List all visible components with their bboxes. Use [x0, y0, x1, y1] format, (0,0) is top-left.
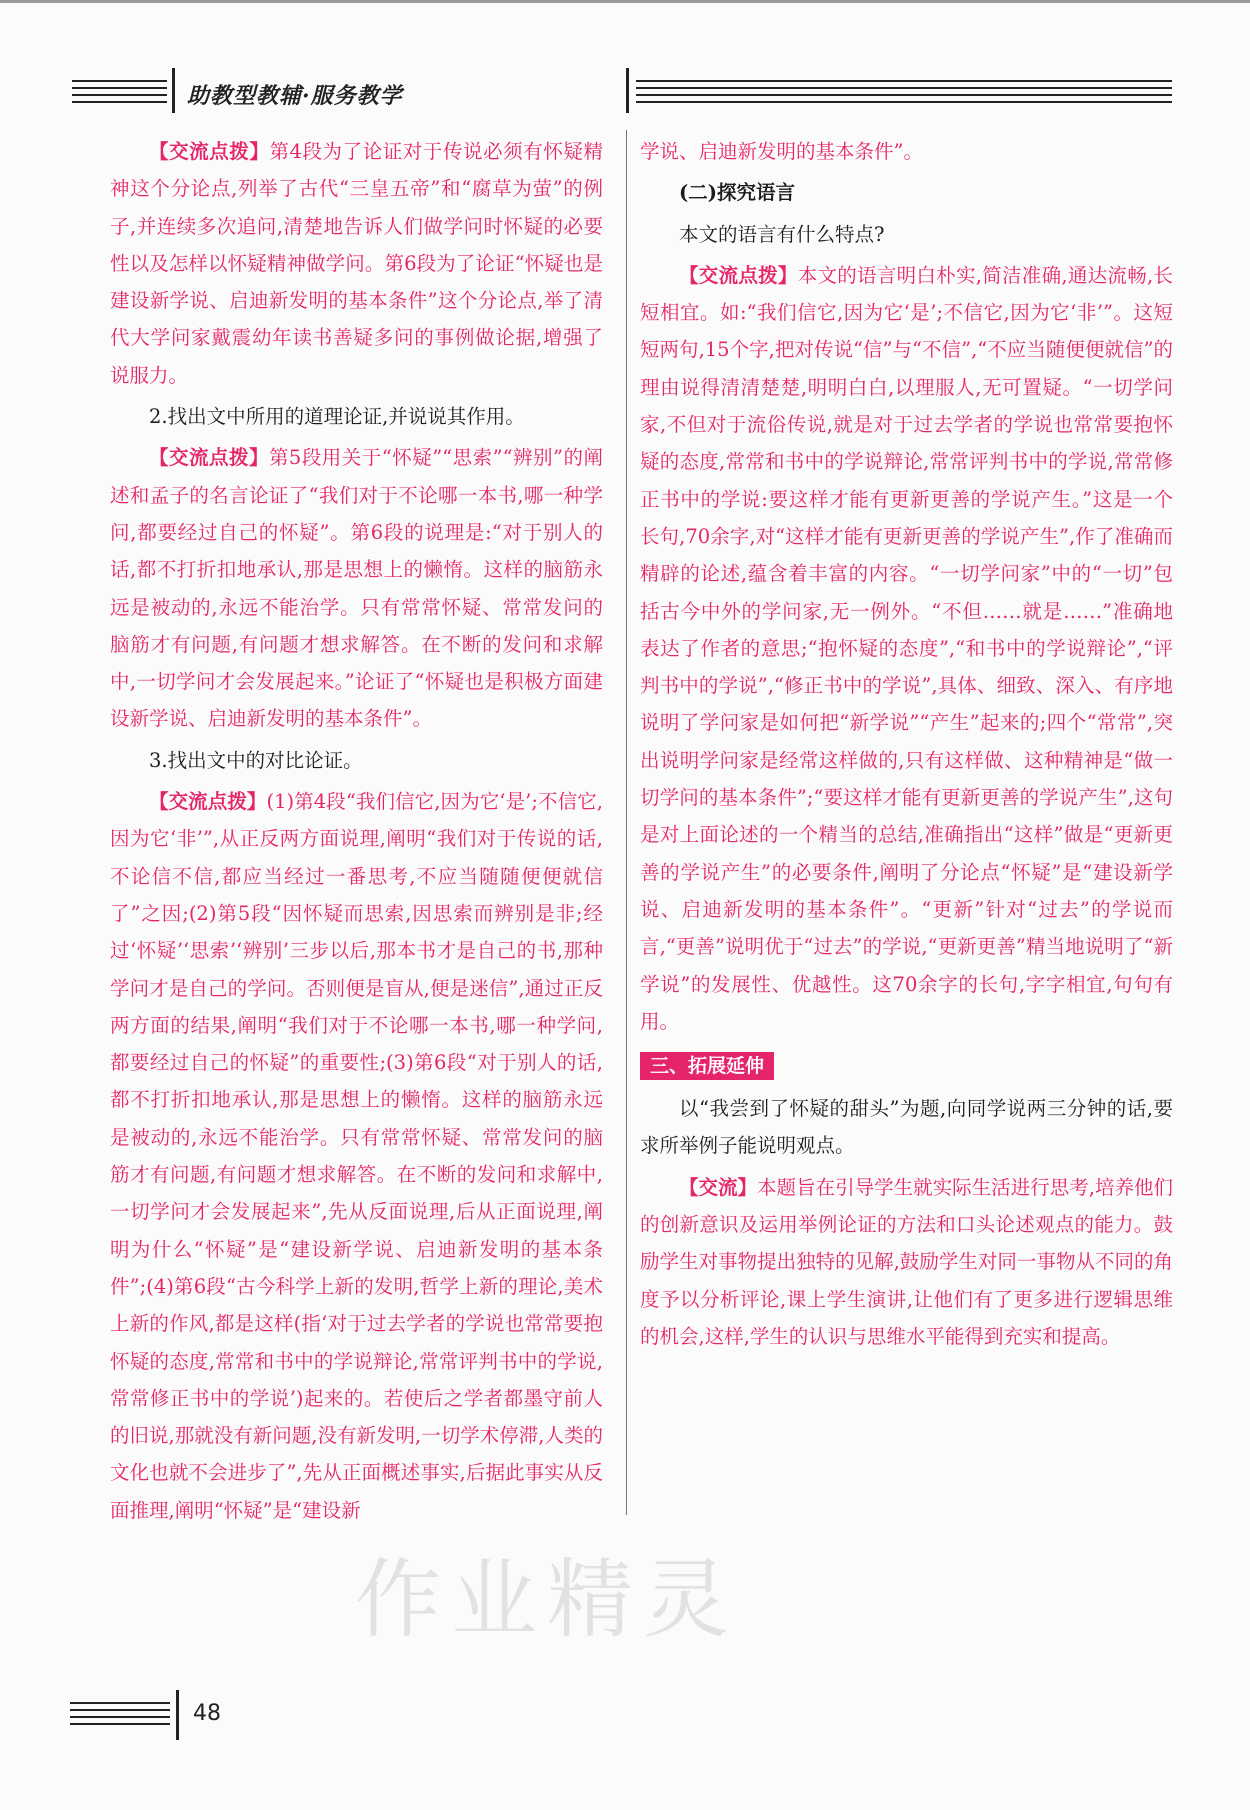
- answer-text: (1)第4段“我们信它,因为它‘是’;不信它,因为它‘非’”,从正反两方面说理,阐明“我们对于传说的话,不论信不信,都应当经过一番思考,不应当随随便便就信了”之因;(2)第5段“因怀疑而思索,因思索而辨别是非;经过‘怀疑’‘思索’‘辨别’三步以后,那本书才是自己的书,那种学问才是自己的学问。否则便是盲从,便是迷信”,通过正反两方面的结果,阐明“我们对于不论哪一本书,哪一种学问,都要经过自己的怀疑”的重要性;(3)第6段“对于别人的话,都不打折扣地承认,那是思想上的懒惰。这样的脑筋永远是被动的,永远不能治学。只有常常怀疑、常常发问的脑筋才有问题,有问题才想求解答。在不断的发问和求解中,一切学问才会发展起来”,先从反面说理,后从正面说理,阐明为什么“怀疑”是“建设新学说、启迪新发明的基本条件”;(4)第6段“古今科学上新的发明,哲学上新的理论,美术上新的作风,都是这样(指‘对于过去学者的学说也常常要抱怀疑的态度,常常和书中的学说辩论,常常评判书中的学说,常常修正书中的学说’)起来的。若使后之学者都墨守前人的旧说,那就没有新问题,没有新发明,一切学术停滞,人类的文化也就不会进步了”,先从正面概述事实,后据此事实从反面推理,阐明“怀疑”是“建设新: [110, 790, 603, 1522]
- page-number: 48: [193, 1701, 221, 1726]
- header-divider-right: [626, 68, 629, 113]
- top-border: [0, 0, 1250, 3]
- question: 本文的语言有什么特点?: [679, 222, 885, 246]
- footer-divider: [176, 1690, 179, 1740]
- header-divider: [172, 68, 175, 113]
- answer-text: 本文的语言明白朴实,简洁准确,通达流畅,长短相宜。如:“我们信它,因为它‘是’;不信它,因为它‘非’”。这短短两句,15个字,把对传说“信”与“不信”,“不应当随便便就信”的理由说得清清楚楚,明明白白,以理服人,无可置疑。“一切学问家,不但对于流俗传说,就是对于过去学者的学说也常常要抱怀疑的态度,常常和书中的学说辩论,常常评判书中的学说,常常修正书中的学说:要这样才能有更新更善的学说产生。”这是一个长句,70余字,对“这样才能有更新更善的学说产生”,作了准确而精辟的论述,蕴含着丰富的内容。“一切学问家”中的“一切”包括古今中外的学问家,无一例外。“不但……就是……”准确地表达了作者的意思;“抱怀疑的态度”,“和书中的学说辩论”,“评判书中的学说”,“修正书中的学说”,具体、细致、深入、有序地说明了学问家是如何把“新学说”“产生”起来的;四个“常常”,突出说明学问家是经常这样做的,只有这样做、这种精神是“做一切学问的基本条件”;“要这样才能有更新更善的学说产生”,这句是对上面论述的一个精当的总结,准确指出“这样”做是“更新更善的学说产生”的必要条件,阐明了分论点“怀疑”是“建设新学说、启迪新发明的基本条件”。“更新”针对“过去”的学说而言,“更善”说明优于“过去”的学说,“更新更善”精当地说明了“新学说”的发展性、优越性。这70余字的长句,字字相宜,句句有用。: [640, 263, 1173, 1033]
- task-text: 以“我尝到了怀疑的甜头”为题,向同学说两三分钟的话,要求所举例子能说明观点。: [640, 1097, 1173, 1158]
- left-column: [110, 133, 603, 1533]
- header-left-lines: [72, 80, 167, 108]
- right-column: [640, 133, 1173, 1359]
- answer-tag: 【交流点拨】: [149, 790, 267, 814]
- answer-paragraph: [110, 439, 603, 737]
- sub-heading: (二)探究语言: [679, 181, 795, 205]
- answer-text: 本题旨在引导学生就实际生活进行思考,培养他们的创新意识及运用举例论证的方法和口头论述观点的能力。鼓励学生对事物提出独特的见解,鼓励学生对同一事物从不同的角度予以分析评论,课上学生演讲,让他们有了更多进行逻辑思维的机会,这样,学生的认识与思维水平能得到充实和提高。: [640, 1175, 1173, 1348]
- answer-continuation: 学说、启迪新发明的基本条件”。: [640, 140, 923, 163]
- section-heading: 三、拓展延伸: [640, 1052, 774, 1080]
- answer-paragraph: [110, 783, 603, 1529]
- answer-tag: 【交流】: [679, 1175, 758, 1199]
- header-title: 助教型教辅·服务教学: [187, 83, 403, 109]
- answer-paragraph: [110, 133, 603, 394]
- answer-paragraph: [640, 257, 1173, 1040]
- question-2: 2.找出文中所用的道理论证,并说说其作用。: [149, 405, 525, 429]
- answer-tag: 【交流点拨】: [149, 446, 269, 470]
- answer-text: 第5段用关于“怀疑”“思索”“辨别”的阐述和孟子的名言论证了“我们对于不论哪一本书,哪一种学问,都要经过自己的怀疑”。第6段的说理是:“对于别人的话,都不打折扣地承认,那是思想上的懒惰。这样的脑筋永远是被动的,永远不能治学。只有常常怀疑、常常发问的脑筋才有问题,有问题才想求解答。在不断的发问和求解中,一切学问才会发展起来。”论证了“怀疑也是积极方面建设新学说、启迪新发明的基本条件”。: [110, 446, 603, 731]
- question-3: 3.找出文中的对比论证。: [149, 748, 363, 772]
- answer-tag: 【交流点拨】: [149, 140, 270, 163]
- watermark: 作业精灵: [355, 1550, 739, 1650]
- header-right-lines: [636, 80, 1172, 108]
- footer-lines: [70, 1702, 170, 1730]
- answer-text: 第4段为了论证对于传说必须有怀疑精神这个分论点,列举了古代“三皇五帝”和“腐草为萤”的例子,并连续多次追问,清楚地告诉人们做学问时怀疑的必要性以及怎样以怀疑精神做学问。第6段为了论证“怀疑也是建设新学说、启迪新发明的基本条件”这个分论点,举了清代大学问家戴震幼年读书善疑多问的事例做论据,增强了说服力。: [110, 140, 603, 387]
- column-divider: [626, 130, 627, 1515]
- answer-paragraph: [640, 1169, 1173, 1355]
- answer-tag: 【交流点拨】: [679, 263, 798, 287]
